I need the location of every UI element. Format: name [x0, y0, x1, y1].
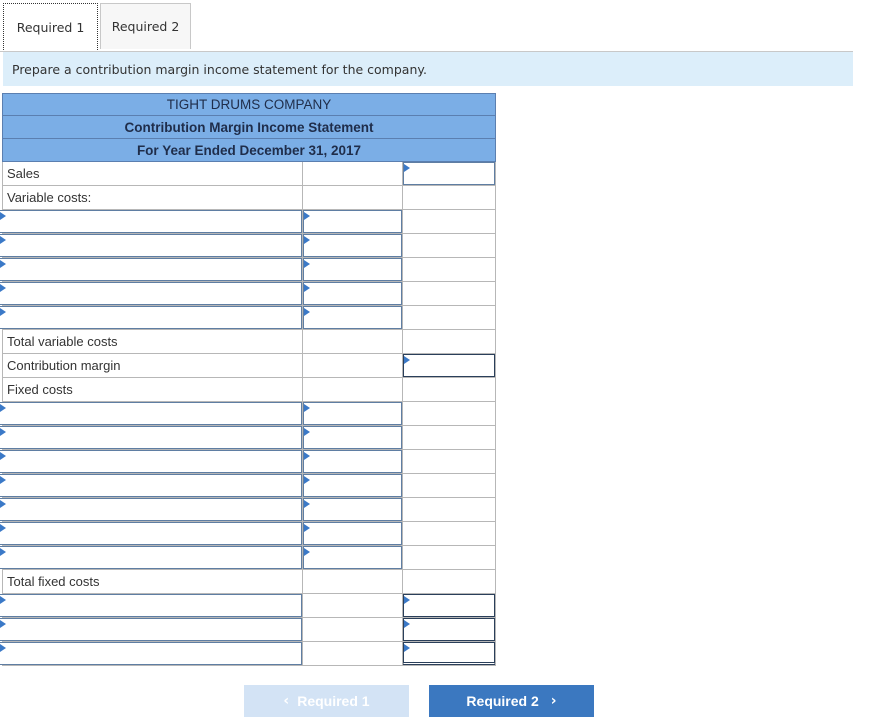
row-sales [2, 162, 496, 186]
fixed-cost-amount-input[interactable] [303, 402, 402, 425]
summary-label-input[interactable] [0, 642, 302, 665]
fixed-cost-item-input[interactable] [0, 402, 302, 425]
fixed-cost-row [2, 522, 496, 546]
sales-total-input[interactable] [403, 162, 495, 185]
variable-cost-amount-input[interactable] [303, 306, 402, 329]
label-contribution-margin: Contribution margin [3, 354, 303, 377]
fixed-cost-row [2, 546, 496, 570]
fixed-cost-amount-input[interactable] [303, 474, 402, 497]
label-variable-costs: Variable costs: [3, 186, 303, 209]
fixed-cost-row [2, 402, 496, 426]
income-statement [2, 93, 496, 666]
next-required-2-button[interactable] [429, 685, 594, 717]
prev-required-1-button[interactable] [244, 685, 409, 717]
label-total-variable-costs: Total variable costs [3, 330, 303, 353]
company-name: TIGHT DRUMS COMPANY [2, 93, 496, 116]
variable-cost-row [2, 234, 496, 258]
summary-row [2, 642, 496, 666]
fixed-cost-row [2, 426, 496, 450]
net-income-amount-input[interactable] [403, 642, 495, 665]
summary-label-input[interactable] [0, 618, 302, 641]
next-button-label: Required 2 [466, 693, 539, 709]
instruction-banner [3, 52, 853, 86]
summary-row [2, 594, 496, 618]
summary-amount-input[interactable] [403, 618, 495, 641]
label-sales: Sales [3, 162, 303, 185]
variable-cost-item-input[interactable] [0, 282, 302, 305]
row-fixed-costs [2, 378, 496, 402]
variable-cost-row [2, 258, 496, 282]
tab-bar [0, 3, 853, 52]
row-contribution-margin [2, 354, 496, 378]
instruction-text: Prepare a contribution margin income statement for the company. [12, 61, 427, 77]
fixed-cost-amount-input[interactable] [303, 522, 402, 545]
row-variable-costs [2, 186, 496, 210]
variable-cost-item-input[interactable] [0, 210, 302, 233]
contribution-margin-input[interactable] [403, 354, 495, 377]
summary-label-input[interactable] [0, 594, 302, 617]
variable-cost-amount-input[interactable] [303, 234, 402, 257]
fixed-cost-item-input[interactable] [0, 474, 302, 497]
chevron-left-icon: ‹ [283, 693, 290, 709]
variable-cost-item-input[interactable] [0, 306, 302, 329]
chevron-right-icon: › [550, 693, 557, 709]
fixed-cost-amount-input[interactable] [303, 546, 402, 569]
fixed-cost-row [2, 474, 496, 498]
row-total-fixed-costs [2, 570, 496, 594]
fixed-cost-amount-input[interactable] [303, 426, 402, 449]
variable-cost-amount-input[interactable] [303, 210, 402, 233]
fixed-cost-item-input[interactable] [0, 546, 302, 569]
variable-cost-row [2, 282, 496, 306]
variable-cost-row [2, 210, 496, 234]
fixed-cost-row [2, 450, 496, 474]
summary-row [2, 618, 496, 642]
fixed-cost-item-input[interactable] [0, 498, 302, 521]
variable-cost-item-input[interactable] [0, 258, 302, 281]
variable-cost-row [2, 306, 496, 330]
variable-cost-amount-input[interactable] [303, 282, 402, 305]
fixed-cost-amount-input[interactable] [303, 498, 402, 521]
tab-required-2[interactable]: Required 2 [100, 3, 191, 49]
summary-amount-input[interactable] [403, 594, 495, 617]
fixed-cost-item-input[interactable] [0, 450, 302, 473]
fixed-cost-row [2, 498, 496, 522]
label-total-fixed-costs: Total fixed costs [3, 570, 303, 593]
variable-cost-item-input[interactable] [0, 234, 302, 257]
statement-period: For Year Ended December 31, 2017 [2, 139, 496, 162]
tab-required-1[interactable]: Required 1 [3, 3, 98, 50]
variable-cost-amount-input[interactable] [303, 258, 402, 281]
fixed-cost-amount-input[interactable] [303, 450, 402, 473]
statement-title: Contribution Margin Income Statement [2, 116, 496, 139]
label-fixed-costs: Fixed costs [3, 378, 303, 401]
fixed-cost-item-input[interactable] [0, 426, 302, 449]
row-total-variable-costs [2, 330, 496, 354]
prev-button-label: Required 1 [297, 693, 370, 709]
fixed-cost-item-input[interactable] [0, 522, 302, 545]
